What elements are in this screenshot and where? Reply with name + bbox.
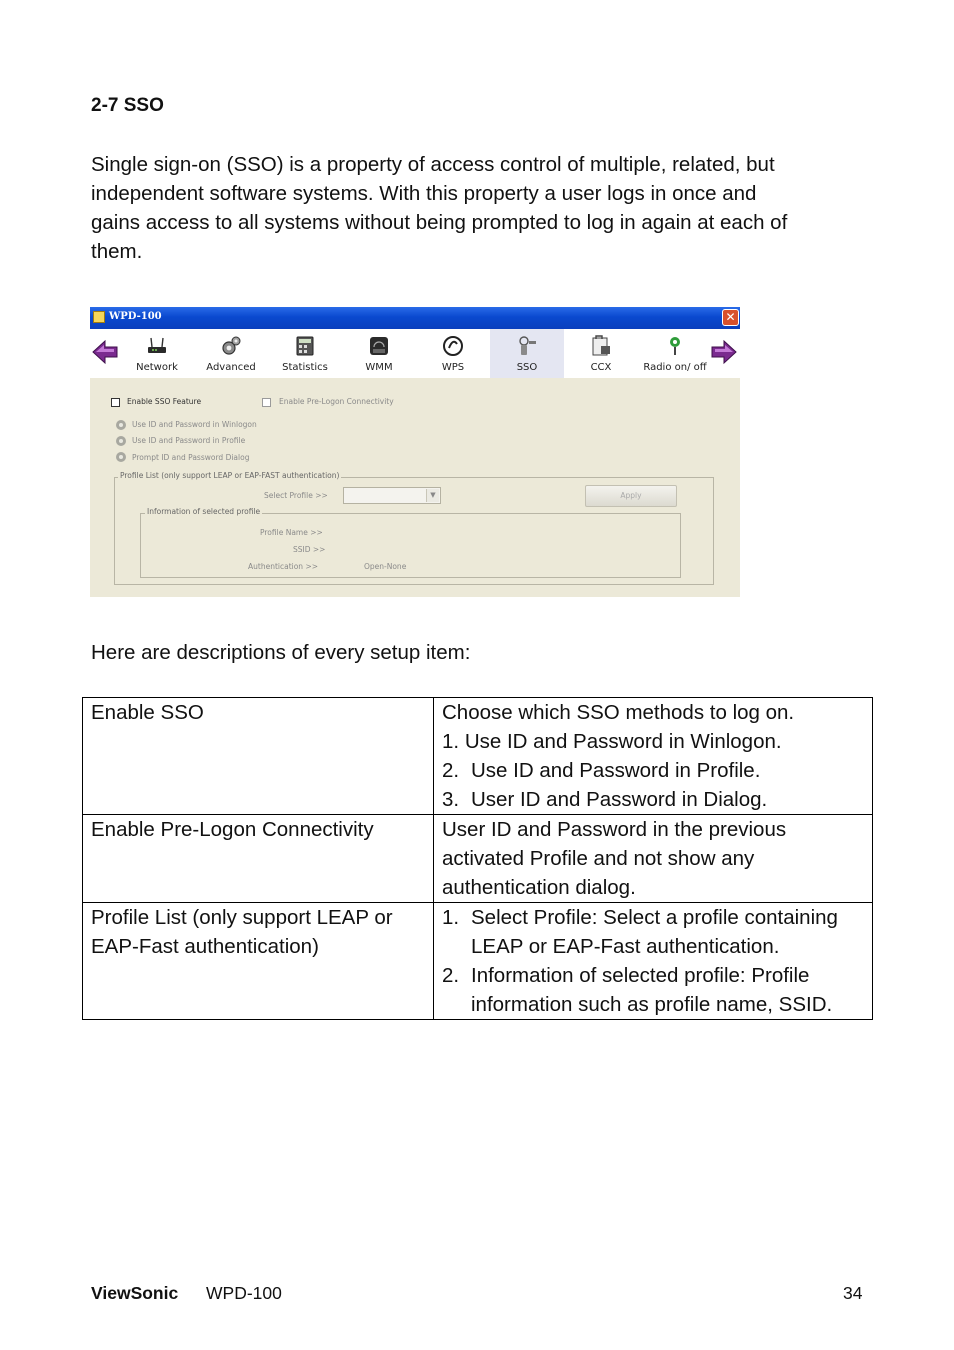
- enable-prelogon-label: Enable Pre-Logon Connectivity: [279, 397, 394, 406]
- tab-label: Radio on/ off: [643, 362, 707, 373]
- radio-label: Use ID and Password in Profile: [132, 436, 246, 445]
- list-item: [442, 961, 864, 1019]
- back-arrow-icon[interactable]: [92, 339, 118, 365]
- sso-icon: [516, 335, 538, 357]
- radio-icon: [664, 335, 686, 357]
- footer-brand: ViewSonic: [91, 1283, 179, 1303]
- list-number: 2.: [442, 964, 460, 987]
- window-titlebar: [90, 307, 740, 329]
- tab-advanced[interactable]: [194, 329, 268, 378]
- item-name: Enable Pre-Logon Connectivity: [83, 815, 434, 903]
- ssid-label: SSID >>: [293, 545, 326, 554]
- app-icon: [93, 311, 105, 323]
- footer-model: WPD-100: [206, 1283, 282, 1303]
- item-name: Profile List (only support LEAP or EAP-Fast authentication): [83, 903, 434, 1020]
- enable-sso-label: Enable SSO Feature: [127, 397, 202, 406]
- list-number: 1.: [442, 906, 460, 929]
- list-text: User ID and Password in Dialog.: [471, 788, 768, 811]
- tab-label: Advanced: [206, 362, 256, 373]
- ccx-icon: [590, 335, 612, 357]
- network-icon: [146, 335, 168, 357]
- enable-prelogon-checkbox[interactable]: [262, 398, 271, 407]
- page-number: 34: [843, 1283, 863, 1303]
- lead-text: Here are descriptions of every setup item:: [91, 641, 471, 664]
- chevron-down-icon: ▼: [426, 489, 439, 502]
- radio-dialog[interactable]: [116, 452, 126, 462]
- list-number: 3.: [442, 788, 460, 811]
- description-intro: Choose which SSO methods to log on.: [442, 701, 795, 724]
- item-description: [434, 698, 873, 815]
- profile-name-label: Profile Name >>: [260, 528, 323, 537]
- radio-label: Prompt ID and Password Dialog: [132, 453, 250, 462]
- list-number: 1.: [442, 730, 460, 753]
- wps-icon: [442, 335, 464, 357]
- table-row: [83, 698, 873, 815]
- intro-line: Single sign-on (SSO) is a property of access control of multiple, related, but: [91, 153, 775, 176]
- tab-wmm[interactable]: [342, 329, 416, 378]
- selected-profile-info-group: [140, 513, 681, 578]
- tab-ccx[interactable]: [564, 329, 638, 378]
- radio-profile[interactable]: [116, 436, 126, 446]
- list-item: [442, 727, 864, 756]
- profile-list-title: Profile List (only support LEAP or EAP-FAST authentication): [120, 471, 340, 480]
- intro-line: independent software systems. With this property a user logs in once and: [91, 182, 757, 205]
- setup-items-table: [82, 697, 873, 1020]
- tab-sso[interactable]: [490, 329, 564, 378]
- tab-label: Network: [136, 362, 178, 373]
- intro-line: gains access to all systems without being prompted to log in again at each of: [91, 211, 788, 234]
- close-button[interactable]: ✕: [722, 309, 739, 326]
- tab-label: SSO: [516, 362, 538, 373]
- radio-winlogon[interactable]: [116, 420, 126, 430]
- info-group-title: Information of selected profile: [147, 507, 261, 516]
- list-item: [442, 903, 864, 961]
- toolbar: [90, 329, 740, 378]
- list-text: Information of selected profile: Profile information such as profile name, SSID.: [471, 964, 833, 1016]
- tab-network[interactable]: [120, 329, 194, 378]
- tab-label: WMM: [365, 362, 393, 373]
- tab-label: CCX: [590, 362, 612, 373]
- authentication-value: Open-None: [364, 562, 407, 571]
- radio-label: Use ID and Password in Winlogon: [132, 420, 257, 429]
- tab-wps[interactable]: [416, 329, 490, 378]
- item-name: Enable SSO: [83, 698, 434, 815]
- tab-label: WPS: [441, 362, 465, 373]
- list-item: [442, 756, 864, 785]
- select-profile-label: Select Profile >>: [264, 491, 328, 500]
- section-heading: 2-7 SSO: [91, 95, 164, 116]
- select-profile-dropdown[interactable]: [343, 487, 441, 504]
- sso-settings-window: [90, 307, 740, 597]
- list-number: 2.: [442, 759, 460, 782]
- list-text: Use ID and Password in Winlogon.: [464, 730, 782, 753]
- enable-sso-checkbox[interactable]: [111, 398, 120, 407]
- forward-arrow-icon[interactable]: [711, 339, 737, 365]
- wmm-icon: [368, 335, 390, 357]
- item-description: User ID and Password in the previous activated Profile and not show any authentication dialog.: [434, 815, 873, 903]
- item-description: [434, 903, 873, 1020]
- list-item: [442, 785, 864, 814]
- tab-label: Statistics: [282, 362, 328, 373]
- statistics-icon: [294, 335, 316, 357]
- window-title: WPD-100: [109, 311, 162, 322]
- list-text: Select Profile: Select a profile containing LEAP or EAP-Fast authentication.: [471, 906, 838, 958]
- authentication-label: Authentication >>: [248, 562, 319, 571]
- tab-statistics[interactable]: [268, 329, 342, 378]
- apply-button[interactable]: Apply: [585, 485, 677, 507]
- table-row: [83, 903, 873, 1020]
- tab-radio-onoff[interactable]: [638, 329, 712, 378]
- list-text: Use ID and Password in Profile.: [471, 759, 761, 782]
- table-row: [83, 815, 873, 903]
- intro-line: them.: [91, 240, 143, 263]
- advanced-icon: [220, 335, 242, 357]
- intro-paragraph: [91, 150, 871, 266]
